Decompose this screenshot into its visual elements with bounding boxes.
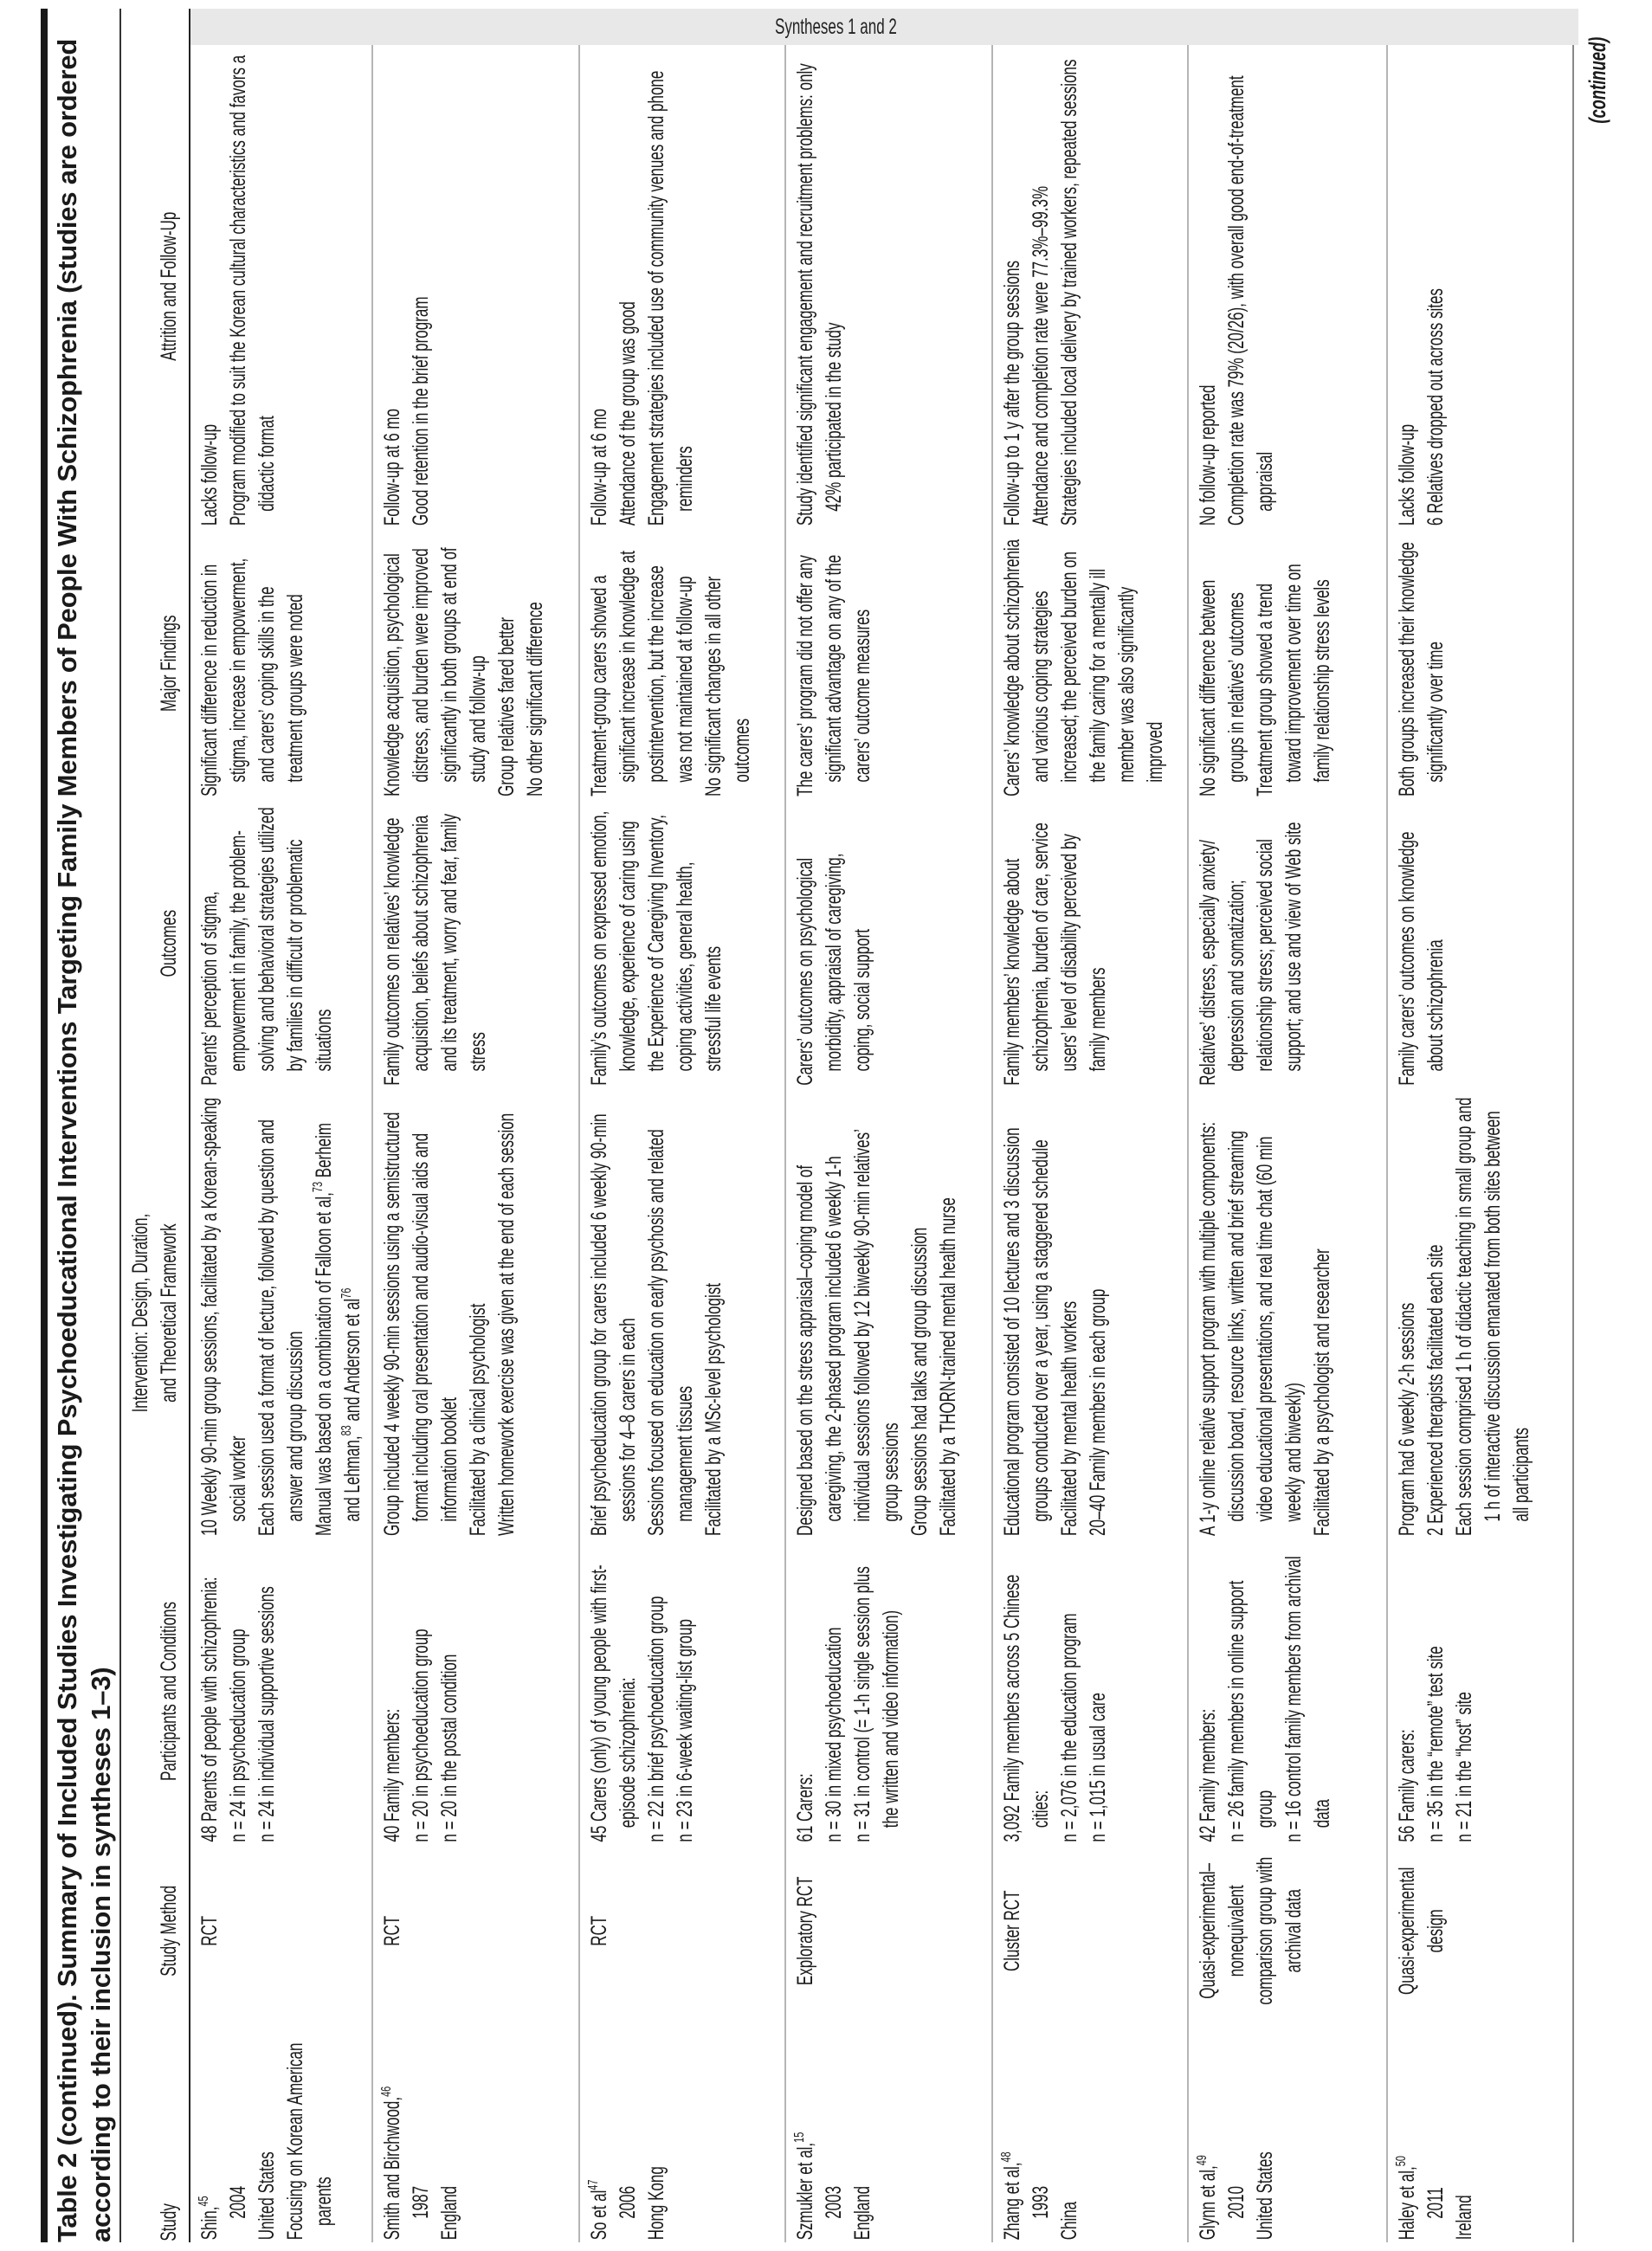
header-study-label: Study bbox=[157, 2203, 181, 2241]
study-method-cell bbox=[580, 1844, 784, 2017]
outcomes-cell bbox=[580, 799, 784, 1088]
cell-paragraph: Carers’ outcomes on psychological morbidity, appraisal of caregiving, coping, social support bbox=[793, 853, 874, 1086]
findings-cell bbox=[786, 528, 991, 799]
cell-paragraph: n = 23 in 6-week waiting-list group bbox=[673, 1619, 697, 1842]
study-year: 2003 bbox=[822, 2185, 846, 2219]
cell-paragraph: Family’s outcomes on expressed emotion, knowledge, experience of caring using the Experience of Caregiving Inventory, coping activities, general health, stressful life events bbox=[587, 810, 726, 1086]
reference-superscript: 46 bbox=[379, 2086, 394, 2097]
study-cell bbox=[580, 2017, 784, 2242]
participants-cell bbox=[1189, 1538, 1386, 1845]
table-row bbox=[1189, 9, 1388, 2242]
study-method-cell bbox=[373, 1844, 578, 2017]
study-citation bbox=[378, 2026, 407, 2241]
study-cell bbox=[373, 2017, 578, 2242]
cell-paragraph: n = 20 in psychoeducation group bbox=[409, 1629, 433, 1842]
study-cell bbox=[1189, 2017, 1386, 2242]
participants-cell bbox=[190, 1538, 371, 1845]
attrition-cell bbox=[786, 45, 991, 528]
cell-paragraph: United States bbox=[1253, 2151, 1277, 2241]
study-cell bbox=[993, 2017, 1187, 2242]
cell-paragraph: Follow-up to 1 y after the group sessions bbox=[1000, 260, 1024, 526]
cell-paragraph: n = 20 in the postal condition bbox=[437, 1654, 461, 1842]
attrition-cell bbox=[373, 45, 578, 528]
header-study bbox=[121, 2017, 189, 2242]
cell-paragraph: No follow-up reported bbox=[1196, 384, 1220, 526]
table-body bbox=[190, 9, 1574, 2242]
header-attrition-label: Attrition and Follow-Up bbox=[157, 211, 181, 361]
cell-paragraph: Program had 6 weekly 2-h sessions bbox=[1395, 1302, 1419, 1536]
cell-paragraph: 10 Weekly 90-min group sessions, facilitated by a Korean-speaking social worker bbox=[197, 1097, 250, 1536]
study-cell bbox=[1388, 2017, 1572, 2242]
study-citation bbox=[1393, 2026, 1422, 2241]
header-intervention bbox=[121, 1088, 189, 1538]
cell-paragraph: Each session used a format of lecture, followed by question and answer and group discussion bbox=[255, 1119, 307, 1536]
intervention-cell bbox=[1189, 1088, 1386, 1538]
cell-paragraph: Hong Kong bbox=[644, 2166, 668, 2241]
intervention-cell bbox=[190, 1088, 371, 1538]
study-citation bbox=[1194, 2026, 1223, 2241]
study-citation bbox=[791, 2026, 820, 2241]
header-study-method bbox=[121, 1844, 189, 2017]
header-attrition bbox=[121, 45, 189, 528]
participants-cell bbox=[786, 1538, 991, 1845]
summary-table bbox=[121, 9, 1574, 2242]
outcomes-cell bbox=[786, 799, 991, 1088]
participants-cell bbox=[1388, 1538, 1572, 1845]
cell-paragraph: 42 Family members: bbox=[1196, 1708, 1220, 1842]
header-major-findings bbox=[121, 528, 189, 799]
cell-paragraph: Follow-up at 6 mo bbox=[380, 409, 404, 526]
findings-cell bbox=[580, 528, 784, 799]
cell-paragraph: n = 24 in individual supportive sessions bbox=[255, 1586, 279, 1842]
cell-paragraph: 61 Carers: bbox=[793, 1773, 817, 1842]
header-outcomes bbox=[121, 799, 189, 1088]
intervention-cell bbox=[993, 1088, 1187, 1538]
cell-paragraph: Group relatives fared better bbox=[494, 616, 519, 797]
study-method-cell bbox=[786, 1844, 991, 2017]
cell-paragraph: Treatment-group carers showed a significant increase in knowledge at postintervention, but the increase was not maintained at follow-up bbox=[587, 551, 697, 797]
cell-paragraph: Lacks follow-up bbox=[197, 423, 222, 526]
table-title-line-1: Table 2 (continued). Summary of Included Studies Investigating Psychoeducational Interventions Targeting Family Members of People With Schizophrenia (studies are ordered bbox=[52, 38, 82, 2242]
reference-superscript: 49 bbox=[1195, 2155, 1210, 2166]
cell-paragraph: 6 Relatives dropped out across sites bbox=[1423, 288, 1448, 526]
study-method-cell bbox=[1189, 1844, 1386, 2017]
cell-paragraph: Family outcomes on relatives’ knowledge acquisition, beliefs about schizophrenia and its treatment, worry and fear, family stress bbox=[380, 813, 490, 1086]
study-year: 2011 bbox=[1423, 2187, 1448, 2219]
cell-paragraph bbox=[310, 1096, 367, 1536]
title-rule bbox=[41, 9, 48, 2242]
cell-paragraph: Carers’ knowledge about schizophrenia and various coping strategies increased; the perceived burden on the family caring for a mentally ill member was also significantly improved bbox=[1000, 539, 1167, 797]
table-title-line-2: according to their inclusion in syntheses 1–3) bbox=[86, 1667, 116, 2242]
text-run: Berheim and Lehman, bbox=[312, 1122, 365, 1522]
study-author: Smith and Birchwood, bbox=[380, 2096, 404, 2241]
cell-paragraph: Facilitated by a THORN-trained mental health nurse bbox=[936, 1197, 960, 1536]
cell-paragraph: Knowledge acquisition, psychological distress, and burden were improved significantly in both groups at end of study and follow-up bbox=[380, 547, 490, 797]
cell-paragraph: Good retention in the brief program bbox=[409, 296, 433, 526]
cell-paragraph: Exploratory RCT bbox=[793, 1876, 817, 1986]
findings-cell bbox=[1388, 528, 1572, 799]
cell-paragraph: Written homework exercise was given at the end of each session bbox=[494, 1113, 519, 1536]
outcomes-cell bbox=[373, 799, 578, 1088]
cell-paragraph: Brief psychoeducation group for carers included 6 weekly 90-min sessions for 4–8 carers in each bbox=[587, 1113, 640, 1536]
cell-paragraph: England bbox=[850, 2185, 874, 2241]
participants-cell bbox=[993, 1538, 1187, 1845]
study-year: 2010 bbox=[1224, 2185, 1249, 2219]
cell-paragraph: n = 35 in the “remote” test site bbox=[1423, 1646, 1448, 1842]
outcomes-cell bbox=[1189, 799, 1386, 1088]
table-header-row bbox=[121, 9, 190, 2242]
cell-paragraph: Cluster RCT bbox=[1000, 1890, 1024, 1972]
outcomes-cell bbox=[993, 799, 1187, 1088]
cell-paragraph: Sessions focused on education on early psychosis and related management tissues bbox=[644, 1129, 697, 1536]
intervention-cell bbox=[1388, 1088, 1572, 1538]
cell-paragraph: Facilitated by a clinical psychologist bbox=[466, 1303, 490, 1536]
cell-paragraph: Engagement strategies included use of community venues and phone reminders bbox=[644, 70, 697, 526]
reference-superscript: 45 bbox=[197, 2196, 211, 2207]
study-cell bbox=[786, 2017, 991, 2242]
cell-paragraph: 48 Parents of people with schizophrenia: bbox=[197, 1577, 222, 1842]
cell-paragraph: n = 31 in control (= 1-h single session plus the written and video information) bbox=[850, 1566, 903, 1842]
cell-paragraph: Program modified to suit the Korean cultural characteristics and favors a didactic format bbox=[226, 55, 279, 526]
intervention-cell bbox=[373, 1088, 578, 1538]
cell-paragraph: 3,092 Family members across 5 Chinese cities: bbox=[1000, 1574, 1053, 1842]
cell-paragraph: No significant difference between groups in relatives’ outcomes bbox=[1196, 579, 1249, 797]
text-run: Manual was based on a combination of Falloon et al, bbox=[312, 1192, 336, 1536]
cell-paragraph: Family carers’ outcomes on knowledge about schizophrenia bbox=[1395, 831, 1448, 1086]
attrition-cell bbox=[993, 45, 1187, 528]
cell-paragraph: RCT bbox=[587, 1915, 611, 1946]
table-row bbox=[580, 9, 786, 2242]
cell-paragraph: Focusing on Korean American parents bbox=[283, 2042, 336, 2241]
text-run: and Anderson et al bbox=[340, 1298, 365, 1426]
cell-paragraph: RCT bbox=[380, 1915, 404, 1946]
cell-paragraph: Completion rate was 79% (20/26), with overall good end-of-treatment appraisal bbox=[1224, 75, 1277, 526]
findings-cell bbox=[190, 528, 371, 799]
cell-paragraph: Each session comprised 1 h of didactic teaching in small group and 1 h of interactive discussion emanated from both sites between all participants bbox=[1452, 1097, 1533, 1536]
header-intervention-line-2: and Theoretical Framework bbox=[157, 1223, 181, 1403]
study-year: 2004 bbox=[226, 2185, 250, 2219]
reference-superscript: 15 bbox=[792, 2132, 807, 2143]
study-citation bbox=[998, 2026, 1027, 2241]
cell-paragraph: Family members’ knowledge about schizophrenia, burden of care, service users’ level of disability perceived by family members bbox=[1000, 822, 1110, 1086]
attrition-cell bbox=[190, 45, 371, 528]
cell-paragraph: Group sessions had talks and group discussion bbox=[907, 1227, 932, 1536]
findings-cell bbox=[373, 528, 578, 799]
study-method-cell bbox=[1388, 1844, 1572, 2017]
header-outcomes-label: Outcomes bbox=[157, 909, 181, 977]
cell-paragraph: 20–40 Family members in each group bbox=[1086, 1288, 1110, 1536]
cell-paragraph: 2 Experienced therapists facilitated each site bbox=[1423, 1244, 1448, 1536]
outcomes-cell bbox=[1388, 799, 1572, 1088]
cell-paragraph: Study identified significant engagement and recruitment problems: only 42% participated in the study bbox=[793, 63, 846, 526]
outcomes-cell bbox=[190, 799, 371, 1088]
participants-cell bbox=[373, 1538, 578, 1845]
cell-paragraph: n = 24 in psychoeducation group bbox=[226, 1629, 250, 1842]
cell-paragraph: n = 21 in the “host” site bbox=[1452, 1692, 1476, 1842]
cell-paragraph: The carers’ program did not offer any significant advantage on any of the carers’ outcome measures bbox=[793, 554, 874, 797]
study-author: Szmukler et al, bbox=[793, 2142, 817, 2241]
cell-paragraph: Quasi-experimental design bbox=[1395, 1867, 1448, 1995]
section-label: Syntheses 1 and 2 bbox=[775, 15, 897, 39]
cell-paragraph: 45 Carers (only) of young people with first-episode schizophrenia: bbox=[587, 1564, 640, 1842]
cell-paragraph: RCT bbox=[197, 1915, 222, 1946]
cell-paragraph: Both groups increased their knowledge significantly over time bbox=[1395, 542, 1448, 797]
table-title bbox=[50, 9, 118, 2242]
study-author: Haley et al, bbox=[1395, 2166, 1419, 2241]
cell-paragraph: No other significant difference bbox=[523, 602, 547, 797]
cell-paragraph: United States bbox=[255, 2151, 279, 2241]
cell-paragraph: Quasi-experimental– nonequivalent comparison group with archival data bbox=[1196, 1856, 1306, 2005]
findings-cell bbox=[993, 528, 1187, 799]
cell-paragraph: Parents’ perception of stigma, empowerment in family, the problem-solving and behavioral strategies utilized by families in difficult or problematic situations bbox=[197, 807, 336, 1086]
header-participants bbox=[121, 1538, 189, 1845]
study-year: 2006 bbox=[616, 2185, 640, 2219]
study-year: 1987 bbox=[409, 2185, 433, 2219]
cell-paragraph: Treatment group showed a trend toward improvement over time on family relationship stress levels bbox=[1253, 564, 1334, 797]
reference-superscript: 83 bbox=[339, 1425, 354, 1436]
table-row bbox=[190, 9, 373, 2242]
cell-paragraph: Designed based on the stress appraisal–coping model of caregiving, the 2-phased program included 6 weekly 1-h individual sessions followed by 12 biweekly 90-min relatives’ group sessions bbox=[793, 1129, 903, 1536]
cell-paragraph: n = 26 family members in online support group bbox=[1224, 1580, 1277, 1842]
cell-paragraph: n = 16 control family members from archival data bbox=[1281, 1556, 1334, 1842]
cell-paragraph: Significant difference in reduction in stigma, increase in empowerment, and carers’ coping skills in the treatment groups were noted bbox=[197, 558, 307, 797]
cell-paragraph: 56 Family carers: bbox=[1395, 1729, 1419, 1842]
table-row bbox=[786, 9, 993, 2242]
header-findings-label: Major Findings bbox=[157, 615, 181, 712]
table-row bbox=[373, 9, 580, 2242]
study-method-cell bbox=[993, 1844, 1187, 2017]
cell-paragraph: Attendance of the group was good bbox=[616, 301, 640, 526]
cell-paragraph: Attendance and completion rate were 77.3%–99.3% bbox=[1029, 185, 1053, 526]
cell-paragraph: n = 22 in brief psychoeducation group bbox=[644, 1596, 668, 1842]
participants-cell bbox=[580, 1538, 784, 1845]
cell-paragraph: n = 30 in mixed psychoeducation bbox=[822, 1627, 846, 1842]
table-row bbox=[993, 9, 1189, 2242]
cell-paragraph: England bbox=[437, 2185, 461, 2241]
header-intervention-line-1: Intervention: Design, Duration, bbox=[128, 1213, 152, 1413]
cell-paragraph: n = 2,076 in the education program bbox=[1057, 1613, 1081, 1842]
cell-paragraph: Follow-up at 6 mo bbox=[587, 409, 611, 526]
table-row bbox=[1388, 9, 1574, 2242]
continued-label: (continued) bbox=[1584, 36, 1610, 124]
intervention-cell bbox=[786, 1088, 991, 1538]
study-cell bbox=[190, 2017, 371, 2242]
cell-paragraph: Educational program consisted of 10 lectures and 3 discussion groups conducted over a year, using a staggered schedule bbox=[1000, 1127, 1053, 1536]
study-citation bbox=[585, 2026, 614, 2241]
reference-superscript: 50 bbox=[1394, 2156, 1409, 2167]
study-author: Zhang et al, bbox=[1000, 2162, 1024, 2241]
study-year: 1993 bbox=[1029, 2185, 1053, 2219]
cell-paragraph: A 1-y online relative support program with multiple components: discussion board, resource links, written and brief streaming video educational presentations, and real time chat (60 min weekly and biweekly) bbox=[1196, 1121, 1306, 1536]
header-participants-label: Participants and Conditions bbox=[157, 1602, 181, 1782]
cell-paragraph: Relatives’ distress, especially anxiety/ depression and somatization; relationship stress; perceived social support; and use and view of Web site bbox=[1196, 822, 1306, 1086]
cell-paragraph: Lacks follow-up bbox=[1395, 423, 1419, 526]
study-author: Glynn et al, bbox=[1196, 2165, 1220, 2241]
study-author: Shin, bbox=[197, 2206, 222, 2241]
cell-paragraph: Facilitated by a psychologist and researcher bbox=[1310, 1248, 1334, 1536]
attrition-cell bbox=[580, 45, 784, 528]
cell-paragraph: China bbox=[1057, 2201, 1081, 2241]
header-method-label: Study Method bbox=[157, 1885, 181, 1977]
cell-paragraph: Strategies included local delivery by trained workers, repeated sessions bbox=[1057, 59, 1081, 526]
study-citation bbox=[196, 2026, 224, 2241]
attrition-cell bbox=[1388, 45, 1572, 528]
reference-superscript: 76 bbox=[339, 1287, 354, 1299]
cell-paragraph: No significant changes in all other outcomes bbox=[701, 576, 754, 797]
reference-superscript: 47 bbox=[586, 2179, 601, 2190]
cell-paragraph: n = 1,015 in usual care bbox=[1086, 1693, 1110, 1842]
intervention-cell bbox=[580, 1088, 784, 1538]
cell-paragraph: 40 Family members: bbox=[380, 1708, 404, 1842]
findings-cell bbox=[1189, 528, 1386, 799]
attrition-cell bbox=[1189, 45, 1386, 528]
cell-paragraph: Ireland bbox=[1452, 2195, 1476, 2241]
header-spacer bbox=[121, 9, 189, 44]
reference-superscript: 73 bbox=[311, 1181, 326, 1193]
reference-superscript: 48 bbox=[999, 2151, 1014, 2163]
cell-paragraph: Group included 4 weekly 90-min sessions using a semistructured format including oral presentation and audio-visual aids and information booklet bbox=[380, 1112, 461, 1536]
study-author: So et al bbox=[587, 2190, 611, 2241]
cell-paragraph: Facilitated by a MSc-level psychologist bbox=[701, 1283, 726, 1536]
study-method-cell bbox=[190, 1844, 371, 2017]
cell-paragraph: Facilitated by mental health workers bbox=[1057, 1300, 1081, 1536]
